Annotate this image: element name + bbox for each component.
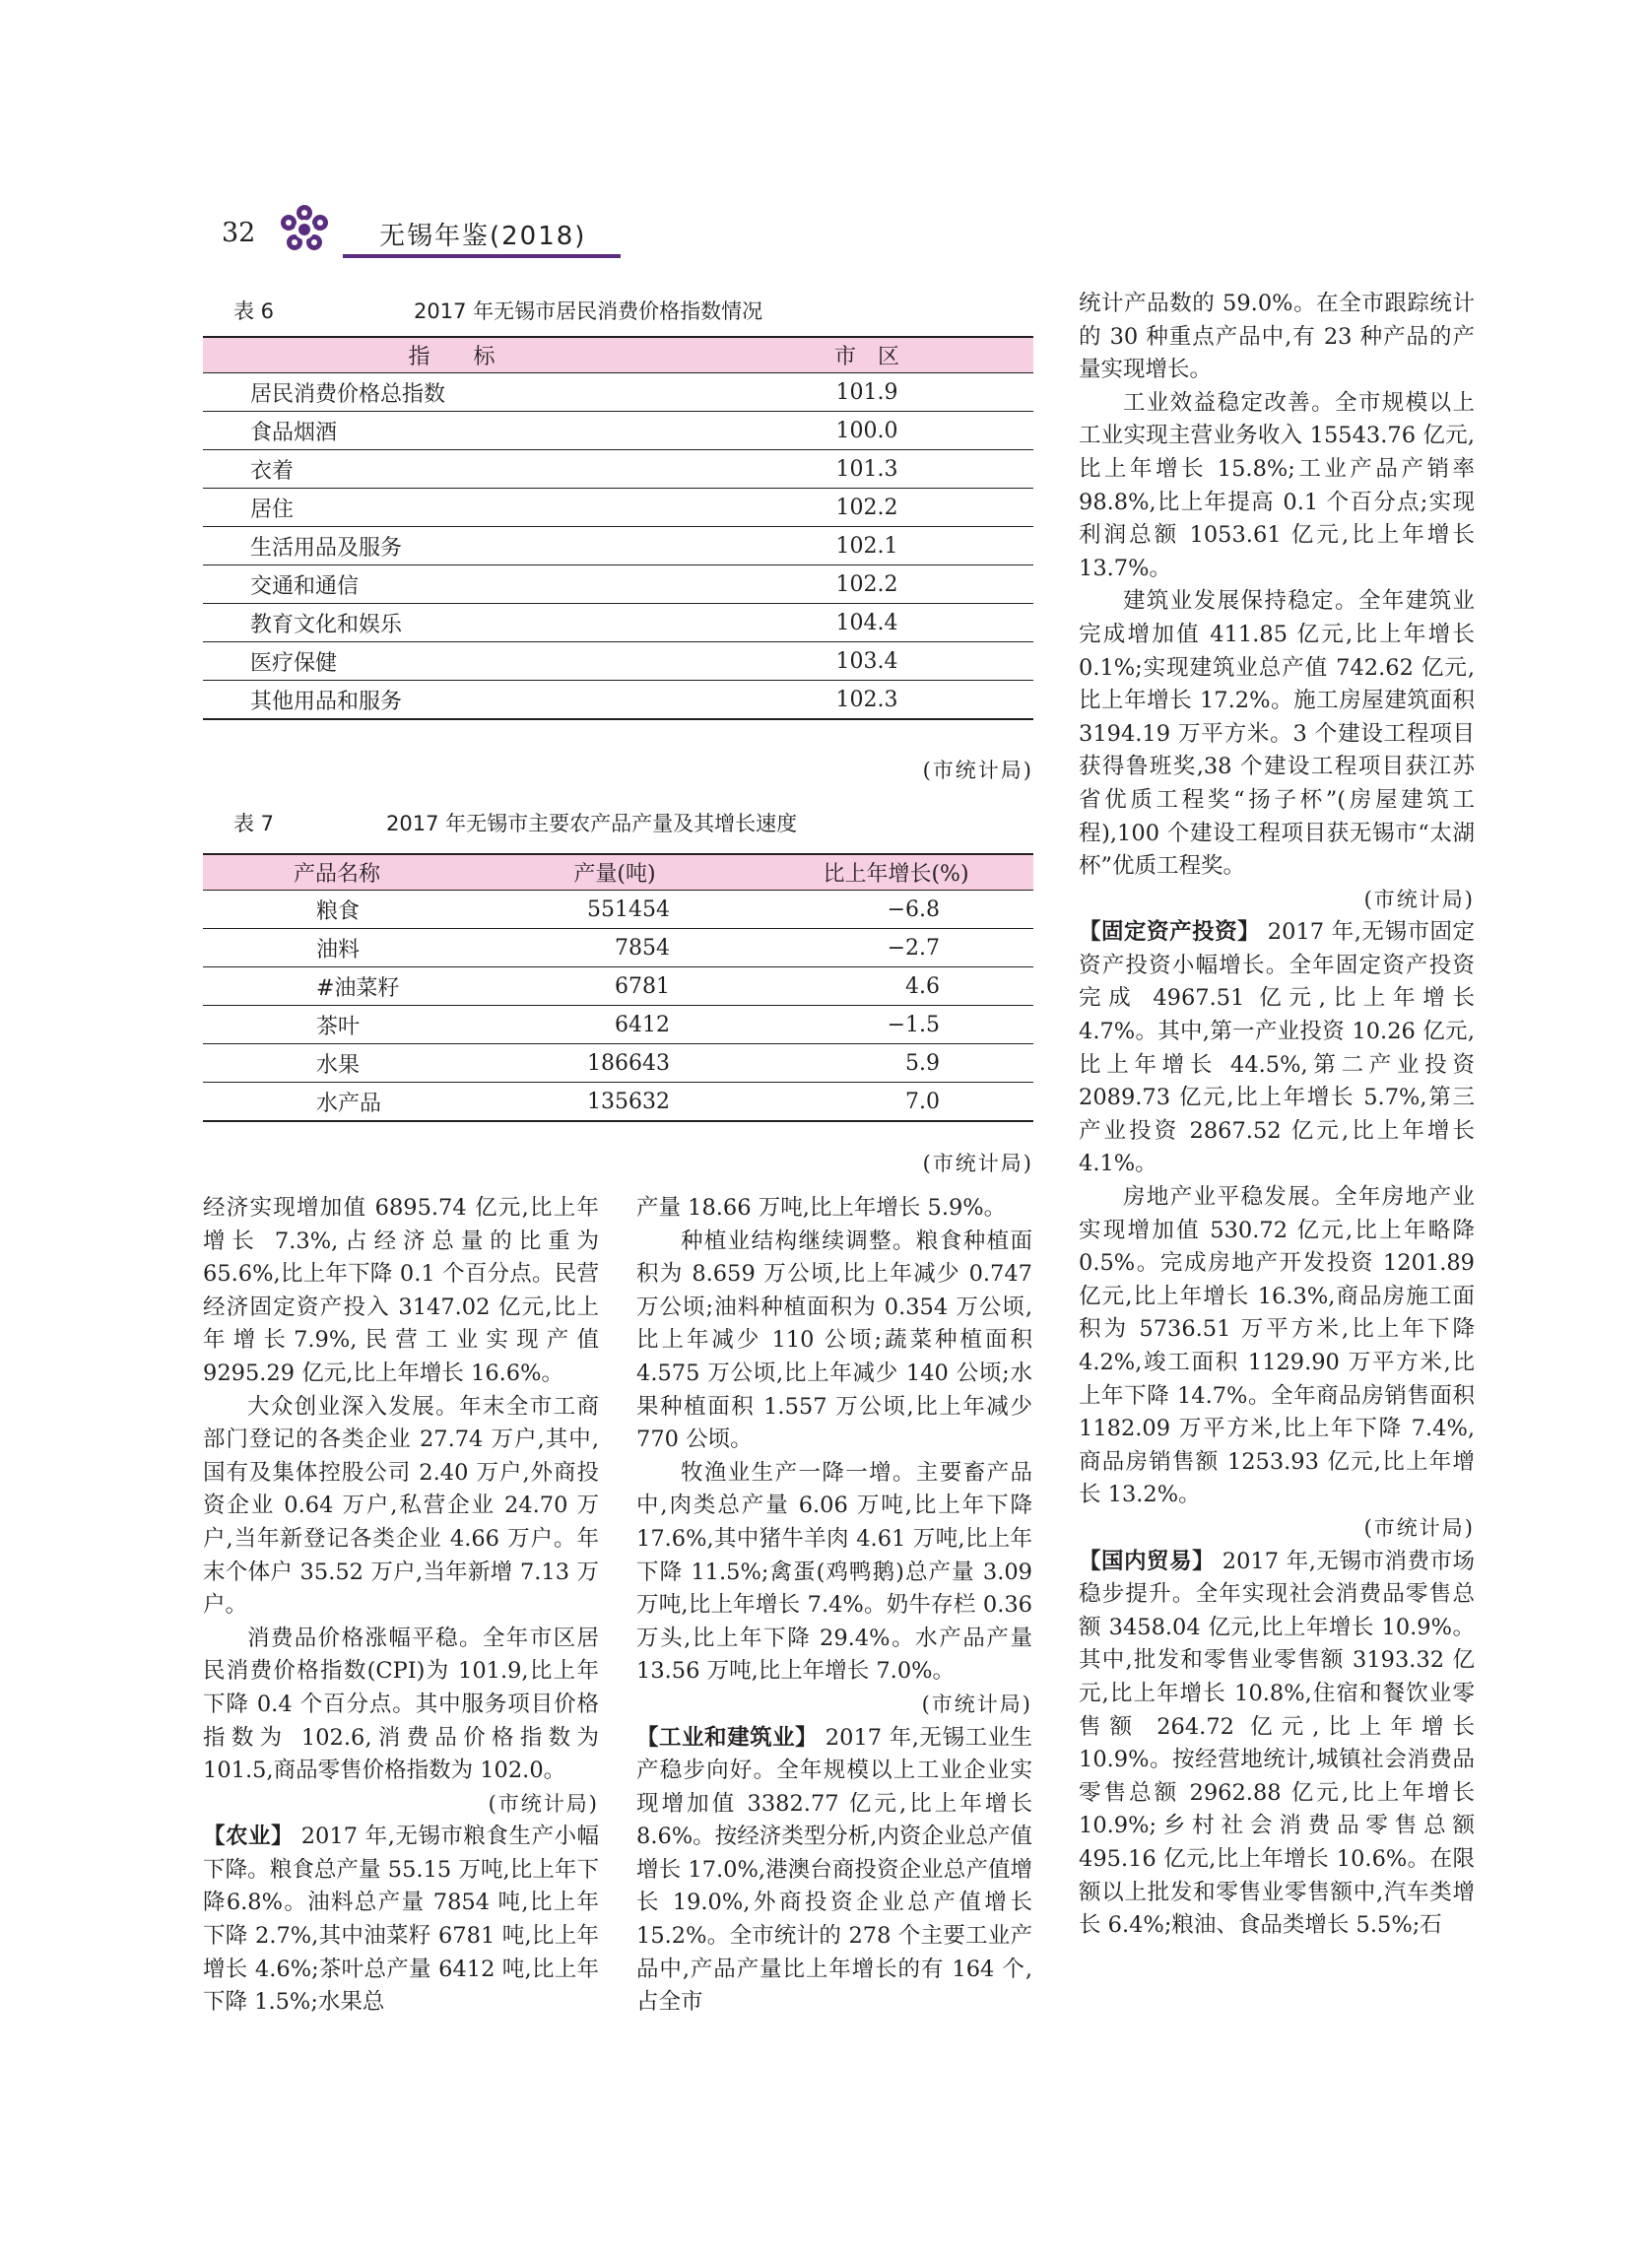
paragraph: 牧渔业生产一降一增。主要畜产品中,肉类总产量 6.06 万吨,比上年下降 17.6%,其中猪牛羊肉 4.61 万吨,比上年下降 11.5%;禽蛋(鸡鸭鹅)总产量 3.09 万吨,比上年增长 7.4%。奶牛存栏 0.36 万头,比上年下降 29.4%。水产品产量 13.56 万吨,比上年增长 7.0%。 — [636, 1459, 1032, 1685]
paragraph-text: 2017 年,无锡市固定资产投资小幅增长。全年固定资产投资完成 4967.51 亿元,比上年增长 4.7%。其中,第一产业投资 10.26 亿元,比上年增长 44.5%,第二产业投资 2089.73 亿元,比上年增长 5.7%,第三产业投资 2867.52 亿元,比上年增长 4.1%。 — [1079, 919, 1475, 1177]
paragraph: 大众创业深入发展。年末全市工商部门登记的各类企业 27.74 万户,其中,国有及集体控股公司 2.40 万户,外商投资企业 0.64 万户,私营企业 24.70 万户,当年新登记各类企业 4.66 万户。年末个体户 35.52 万户,当年新增 7.13 万户。 — [203, 1393, 599, 1619]
table6-cell-value: 102.3 — [700, 681, 1033, 720]
table-row — [203, 412, 1033, 450]
table-row — [203, 1044, 1033, 1083]
table6-cell-name: 生活用品及服务 — [203, 527, 700, 565]
table6-col-header: 市 区 — [700, 337, 1033, 373]
table7 — [203, 853, 1033, 1122]
paragraph: 产量 18.66 万吨,比上年增长 5.9%。 — [636, 1195, 1007, 1221]
book-title: 无锡年鉴(2018) — [379, 222, 587, 251]
table7-label: 表 7 — [233, 812, 275, 835]
paragraph: 建筑业发展保持稳定。全年建筑业完成增加值 411.85 亿元,比上年增长 0.1%;实现建筑业总产值 742.62 亿元,比上年增长 17.2%。施工房屋建筑面积 3194.19 万平方米。3 个建设工程项目获得鲁班奖,38 个建设工程项目获江苏省优质工程奖“扬子杯”(房屋建筑工程),100 个建设工程项目获无锡市“太湖杯”优质工程奖。 — [1079, 588, 1475, 880]
table7-cell-name: 水产品 — [203, 1083, 471, 1122]
table6-cell-name: 医疗保健 — [203, 642, 700, 681]
section-keyword: 【固定资产投资】 — [1079, 919, 1261, 946]
table-row — [203, 967, 1033, 1006]
table6-cell-value: 102.2 — [700, 489, 1033, 527]
paragraph: 消费品价格涨幅平稳。全年市区居民消费价格指数(CPI)为 101.9,比上年下降 0.4 个百分点。其中服务项目价格指数为 102.6,消费品价格指数为 101.5,商品零售价格指数为 102.0。 — [203, 1625, 599, 1784]
yearbook-emblem-icon — [278, 203, 331, 256]
table6-cell-name: 交通和通信 — [203, 565, 700, 604]
table7-cell-growth: −1.5 — [759, 1006, 1033, 1044]
paragraph: 统计产品数的 59.0%。在全市跟踪统计的 30 种重点产品中,有 23 种产品的产量实现增长。 — [1079, 291, 1475, 383]
table-row — [203, 642, 1033, 681]
paragraph-industry — [636, 1722, 1032, 2020]
text-column-2 — [636, 1192, 1032, 2020]
table7-col-header: 产量(吨) — [471, 854, 759, 891]
table7-title: 2017 年无锡市主要农产品产量及其增长速度 — [386, 812, 798, 835]
source-note: (市统计局) — [488, 1791, 599, 1816]
table-row — [203, 489, 1033, 527]
table6-cell-name: 食品烟酒 — [203, 412, 700, 450]
source-note: (市统计局) — [1363, 1515, 1475, 1540]
section-keyword: 【工业和建筑业】 — [636, 1724, 819, 1751]
table-row — [203, 604, 1033, 642]
table-row — [203, 373, 1033, 412]
table7-cell-growth: 5.9 — [759, 1044, 1033, 1083]
table6-label: 表 6 — [233, 299, 275, 323]
table6-title: 2017 年无锡市居民消费价格指数情况 — [414, 299, 763, 323]
table7-cell-output: 7854 — [471, 929, 759, 967]
table6-cell-value: 104.4 — [700, 604, 1033, 642]
section-keyword: 【农业】 — [203, 1824, 295, 1850]
table7-cell-growth: −2.7 — [759, 929, 1033, 967]
table-row — [203, 1083, 1033, 1122]
table7-cell-output: 135632 — [471, 1083, 759, 1122]
paragraph: 种植业结构继续调整。粮食种植面积为 8.659 万公顷,比上年减少 0.747 万公顷;油料种植面积为 0.354 万公顷,比上年减少 110 公顷;蔬菜种植面积 4.575 万公顷,比上年减少 140 公顷;水果种植面积 1.557 万公顷,比上年减少 770 公顷。 — [636, 1228, 1032, 1453]
table-row — [203, 929, 1033, 967]
table7-col-header: 产品名称 — [203, 854, 471, 891]
table6-col-header: 指 标 — [203, 337, 700, 373]
table6-cell-value: 101.9 — [700, 373, 1033, 412]
table7-cell-name: 水果 — [203, 1044, 471, 1083]
table6-cell-name: 教育文化和娱乐 — [203, 604, 700, 642]
table-row — [203, 565, 1033, 604]
table7-cell-name: 粮食 — [203, 891, 471, 929]
paragraph-text: 2017 年,无锡市消费市场稳步提升。全年实现社会消费品零售总额 3458.04 亿元,比上年增长 10.9%。其中,批发和零售业零售额 3193.32 亿元,比上年增长 10.8%,住宿和餐饮业零售额 264.72 亿元,比上年增长 10.9%。按经营地统计,城镇社会消费品零售总额 2962.88 亿元,比上年增长 10.9%;乡村社会消费品零售总额 495.16 亿元,比上年增长 10.6%。在限额以上批发和零售业零售额中,汽车类增长 6.4%;粮油、食品类增长 5.5%;石 — [1079, 1548, 1475, 1939]
paragraph-fixed-investment — [1079, 916, 1475, 1181]
source-note: (市统计局) — [1363, 887, 1475, 911]
text-column-3 — [1079, 288, 1475, 1943]
table7-cell-output: 6781 — [471, 967, 759, 1006]
section-keyword: 【国内贸易】 — [1079, 1548, 1216, 1574]
table6-cell-name: 衣着 — [203, 450, 700, 489]
table7-cell-output: 6412 — [471, 1006, 759, 1044]
table7-cell-growth: −6.8 — [759, 891, 1033, 929]
table7-cell-growth: 4.6 — [759, 967, 1033, 1006]
table6-cell-name: 居民消费价格总指数 — [203, 373, 700, 412]
header-rule — [343, 254, 621, 258]
table-row — [203, 681, 1033, 720]
table6-cell-value: 103.4 — [700, 642, 1033, 681]
paragraph: 经济实现增加值 6895.74 亿元,比上年增长 7.3%,占经济总量的比重为 65.6%,比上年下降 0.1 个百分点。民营经济固定资产投入 3147.02 亿元,比上年增长7.9%,民营工业实现产值 9295.29 亿元,比上年增长 16.6%。 — [203, 1195, 599, 1386]
table7-cell-growth: 7.0 — [759, 1083, 1033, 1122]
table6-source: (市统计局) — [922, 759, 1033, 782]
table-row — [203, 1006, 1033, 1044]
table6 — [203, 336, 1033, 720]
table7-cell-name: 茶叶 — [203, 1006, 471, 1044]
table6-cell-name: 其他用品和服务 — [203, 681, 700, 720]
table-row — [203, 527, 1033, 565]
source-note: (市统计局) — [921, 1692, 1032, 1716]
table7-cell-name: 油料 — [203, 929, 471, 967]
table6-cell-value: 101.3 — [700, 450, 1033, 489]
table6-cell-value: 100.0 — [700, 412, 1033, 450]
table6-cell-name: 居住 — [203, 489, 700, 527]
paragraph-agriculture — [203, 1821, 599, 2020]
text-column-1 — [203, 1192, 599, 2020]
paragraph-text: 2017 年,无锡工业生产稳步向好。全年规模以上工业企业实现增加值 3382.77 亿元,比上年增长 8.6%。按经济类型分析,内资企业总产值增长 17.0%,港澳台商投资企业总产值增长 19.0%,外商投资企业总产值增长 15.2%。全市统计的 278 个主要工业产品中,产品产量比上年增长的有 164 个,占全市 — [636, 1724, 1032, 2016]
paragraph-domestic-trade — [1079, 1546, 1475, 1943]
table7-cell-name: #油菜籽 — [203, 967, 471, 1006]
page-number: 32 — [222, 218, 256, 248]
table-row — [203, 450, 1033, 489]
table7-source: (市统计局) — [922, 1152, 1033, 1175]
paragraph: 工业效益稳定改善。全市规模以上工业实现主营业务收入 15543.76 亿元,比上年增长 15.8%;工业产品产销率 98.8%,比上年提高 0.1 个百分点;实现利润总额 1053.61 亿元,比上年增长 13.7%。 — [1079, 389, 1475, 581]
table7-col-header: 比上年增长(%) — [759, 854, 1033, 891]
paragraph: 房地产业平稳发展。全年房地产业实现增加值 530.72 亿元,比上年略降 0.5%。完成房地产开发投资 1201.89 亿元,比上年增长 16.3%,商品房施工面积为 5736.51 万平方米,比上年下降 4.2%,竣工面积 1129.90 万平方米,比上年下降 14.7%。全年商品房销售面积 1182.09 万平方米,比上年下降 7.4%,商品房销售额 1253.93 亿元,比上年增长 13.2%。 — [1079, 1184, 1475, 1508]
paragraph-text: 2017 年,无锡市粮食生产小幅下降。粮食总产量 55.15 万吨,比上年下降6.8%。油料总产量 7854 吨,比上年下降 2.7%,其中油菜籽 6781 吨,比上年增长 4.6%;茶叶总产量 6412 吨,比上年下降 1.5%;水果总 — [203, 1824, 599, 2016]
table6-cell-value: 102.1 — [700, 527, 1033, 565]
table-row — [203, 891, 1033, 929]
table7-cell-output: 186643 — [471, 1044, 759, 1083]
table6-cell-value: 102.2 — [700, 565, 1033, 604]
table7-cell-output: 551454 — [471, 891, 759, 929]
